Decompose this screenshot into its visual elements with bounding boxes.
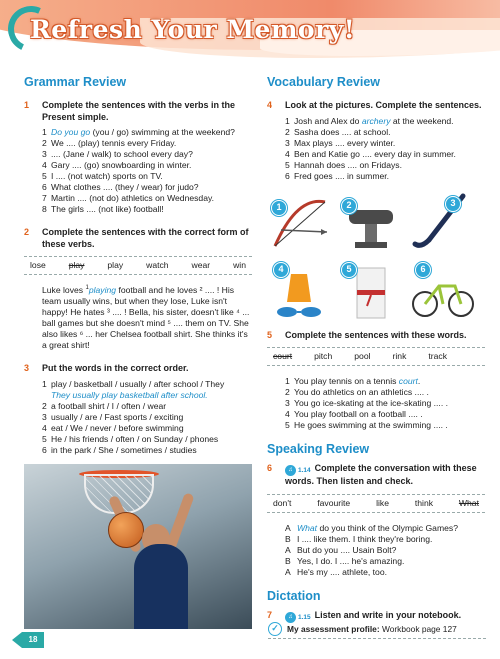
word-box-word: think [414,497,434,508]
item-text: Fred goes .... in summer. [294,170,390,181]
picture-row [267,258,485,322]
page-number: 18 [22,632,44,648]
word-box-word: pool [354,351,371,362]
item-number: 4 [42,160,47,171]
list-item [42,401,252,412]
item-number: 5 [285,420,290,431]
speaker-label: A [285,544,291,555]
instruction-text: Complete the conversation with these words. Then listen and check. [285,463,477,487]
audio-track-number: 1.15 [298,613,311,621]
item-number: 1 [42,378,47,389]
hockey-stick-icon [411,192,475,252]
basketball-icon [108,512,144,548]
exercise-instruction: Look at the pictures. Complete the sentences. [285,100,482,110]
item-number: 6 [42,182,47,193]
list-item [42,204,252,215]
speaker-label: B [285,533,291,544]
exercise-6-header [267,463,485,488]
picture-badge: 1 [271,200,287,216]
item-number: 2 [42,400,47,411]
item-number: 5 [42,433,47,444]
word-box [267,494,485,513]
word-box-word-used: court [273,351,293,362]
audio-cd-icon: ♫ [285,465,296,476]
item-text: What clothes .... (they / wear) for judo? [51,182,199,193]
item-number: 3 [285,137,290,148]
list-item [285,127,485,138]
right-column [267,74,485,627]
list-item [42,171,252,182]
picture-swimming [267,262,331,322]
picture-badge: 6 [415,262,431,278]
item-text [294,116,485,127]
item-text: He / his friends / often / on Sunday / phones [51,433,219,444]
item-text: play / basketball / usually / after school / They [51,378,225,389]
exercise-3-header [24,363,252,375]
page-banner [0,0,500,62]
example-answer: court [398,376,418,387]
item-number: 3 [42,411,47,422]
exercise-instruction: Complete the sentences with the correct form of these verbs. [42,227,249,249]
exercise-number: 1 [24,100,30,110]
item-text: a football shirt / I / often / wear [51,400,167,411]
item-text: The girls .... (not like) football! [51,204,164,215]
exercise-5-header [267,330,485,342]
page-arrow-icon [12,632,22,648]
player-body [134,544,188,629]
grammar-heading: Grammar Review [24,75,127,89]
exercise-3-items [24,379,252,456]
item-text-pre: You play tennis on a tennis [294,376,399,387]
exercise-instruction [285,463,485,488]
word-box-word: play [107,260,124,271]
list-item [285,376,485,387]
item-number: 2 [285,126,290,137]
word-box-word: win [233,260,246,271]
exercise-number: 2 [24,227,30,238]
exercise-2-paragraph [24,285,252,351]
item-number: 4 [285,409,290,420]
exercise-instruction: Put the words in the correct order. [42,363,189,374]
item-number: 7 [42,193,47,204]
item-text: in the park / She / sometimes / studies [51,444,197,455]
picture-gymnastics [339,192,403,252]
item-number: 2 [42,138,47,149]
speaking-heading: Speaking Review [267,442,370,457]
list-item [285,387,485,398]
example-answer: Do you go [51,127,91,138]
exercise-4-items [267,116,485,182]
dialog-text [297,523,485,534]
word-box-word: don't [273,497,292,508]
list-item [285,149,485,160]
item-number: 1 [285,376,290,387]
item-number: 1 [42,127,47,138]
word-box-word-used: play [68,260,85,271]
word-box-word: wear [191,260,211,271]
word-box-word: favourite [317,497,351,508]
banner-title: Refresh Your Memory! [30,15,356,44]
list-item [42,127,252,138]
list-item [42,412,252,423]
dialog-text: But do you .... Usain Bolt? [297,544,397,555]
picture-karate [339,262,403,322]
instruction-text: Listen and write in your notebook. [314,609,462,620]
item-number: 6 [285,170,290,181]
item-text-rest: (you / go) swimming at the weekend? [90,127,235,138]
item-text: .... (Jane / walk) to school every day? [51,149,193,160]
dialog-text: He's my .... athlete, too. [297,566,388,577]
audio-track[interactable] [285,465,311,476]
item-text: eat / We / never / before swimming [51,422,184,433]
list-item [285,171,485,182]
item-text: Martin .... (not do) athletics on Wednesday. [51,193,215,204]
item-number: 4 [285,148,290,159]
list-item [285,116,485,127]
item-text: usually / are / Fast sports / exciting [51,411,184,422]
basketball-photo [24,464,252,629]
gap-number: 1 [85,285,89,292]
word-box-word: track [428,351,447,362]
paragraph-text: Luke loves [42,285,86,296]
picture-badge: 5 [341,262,357,278]
word-box-word: like [376,497,389,508]
example-answer: What [297,522,318,533]
item-number: 2 [285,387,290,398]
check-icon: ✓ [268,622,282,636]
item-number: 5 [42,171,47,182]
item-number: 6 [42,444,47,455]
item-text: Sasha does .... at school. [294,126,391,137]
exercise-6-dialog [267,523,485,578]
exercise-number: 4 [267,100,273,110]
item-number: 5 [285,159,290,170]
list-item [285,160,485,171]
vocabulary-heading: Vocabulary Review [267,75,381,89]
list-item [42,445,252,456]
item-text: Gary .... (go) snowboarding in winter. [51,160,192,171]
dialog-text: Yes, I do. I .... he's amazing. [297,555,405,566]
assessment-text [287,624,457,635]
exercise-1-items [24,127,252,215]
paragraph-text: football and he loves ² .... ! His team usually wins, but when they lose, Luke isn't happy! He hates ³ .... ! Bella, his sister, doesn't like ⁴ ... ball games but she doesn't mind ⁵ .... them on TV. She also likes ⁶ ... her Chelsea football shirt. She thinks it's a great shirt! [42,285,250,351]
picture-badge: 2 [341,198,357,214]
item-number: 3 [285,398,290,409]
dialog-line [285,534,485,545]
item-text: He goes swimming at the swimming .... . [294,420,448,431]
list-item [42,149,252,160]
item-text: I .... (not watch) sports on TV. [51,171,163,182]
dialog-line [285,545,485,556]
audio-track-number: 1.14 [298,466,311,474]
page-number-tab [12,632,44,648]
dialog-text-post: do you think of the Olympic Games? [317,522,458,533]
item-text: We .... (play) tennis every Friday. [51,138,177,149]
picture-cycling [411,262,475,322]
exercise-number: 3 [24,363,30,374]
list-item [285,420,485,431]
divider [268,638,486,639]
word-box-word: watch [146,260,169,271]
list-item [42,182,252,193]
audio-cd-icon: ♫ [285,612,296,623]
list-item [42,379,252,390]
item-text [51,127,252,138]
speaker-label: A [285,522,291,533]
item-text: You do athletics on an athletics .... . [294,387,429,398]
list-item [42,434,252,445]
item-number: 3 [42,149,47,160]
dialog-text: I .... like them. I think they're boring. [297,533,433,544]
word-box [24,256,252,275]
exercise-number: 5 [267,329,273,340]
exercise-number: 6 [267,463,273,474]
speaker-label: A [285,566,291,577]
list-item [285,398,485,409]
list-item [42,193,252,204]
item-number: 8 [42,204,47,215]
item-text-post: at the weekend. [390,115,454,126]
item-text: Ben and Katie go .... every day in summer. [294,148,456,159]
list-item [285,138,485,149]
exercise-number: 7 [267,609,273,620]
dialog-line [285,556,485,567]
list-item [42,138,252,149]
item-text: You go ice-skating at the ice-skating .... . [294,398,448,409]
exercise-instruction: Complete the sentences with the verbs in the Present simple. [42,100,236,122]
assessment-label: My assessment profile: [287,623,380,634]
example-answer: archery [361,115,391,126]
word-box-word: lose [30,260,46,271]
left-column [24,74,252,629]
speaker-label: B [285,555,291,566]
item-text: Max plays .... every winter. [294,137,396,148]
picture-hockey [411,192,475,252]
list-item [42,423,252,434]
exercise-5-items [267,376,485,431]
item-text-post: . [417,376,421,387]
example-answer: They usually play basketball after school. [51,389,208,400]
exercise-1-header [24,100,252,123]
list-item [285,409,485,420]
dictation-heading: Dictation [267,588,321,603]
example-answer: playing [88,285,117,296]
list-item [42,160,252,171]
word-box-word-used: What [458,497,479,508]
dialog-line [285,567,485,578]
picture-badge: 4 [273,262,289,278]
item-number: 1 [285,115,290,126]
item-text: Hannah does .... on Fridays. [294,159,402,170]
item-text-pre: Josh and Alex do [294,115,362,126]
dialog-line [285,523,485,534]
word-box [267,347,485,366]
word-box-word: rink [392,351,407,362]
picture-row [267,188,485,252]
item-number: 4 [42,422,47,433]
picture-archery [267,192,331,252]
exercise-4-header [267,100,485,112]
exercise-instruction: Complete the sentences with these words. [285,329,467,340]
item-text [294,376,485,387]
assessment-profile [268,620,486,638]
assessment-reference: Workbook page 127 [379,623,457,634]
exercise-2-header [24,227,252,250]
item-text: You play football on a football .... . [294,409,423,420]
word-box-word: pitch [314,351,333,362]
picture-badge: 3 [445,196,461,212]
